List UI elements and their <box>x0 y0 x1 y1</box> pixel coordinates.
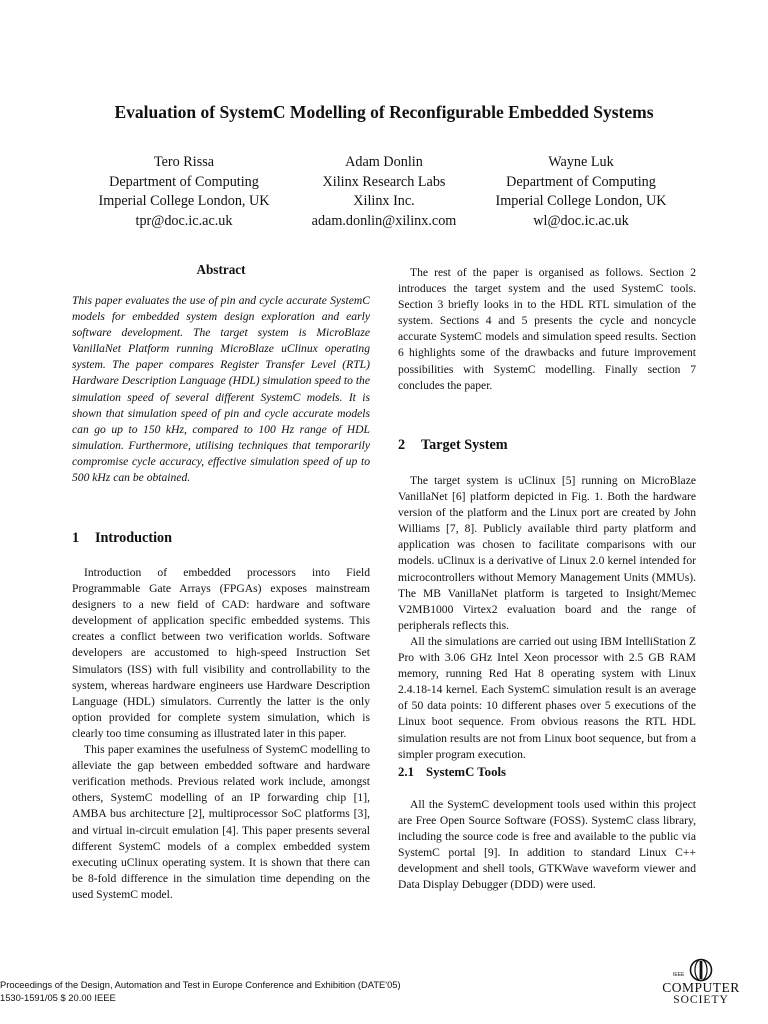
footer-issn-price: 1530-1591/05 $ 20.00 IEEE <box>0 992 116 1003</box>
intro-paragraph-1: Introduction of embedded processors into Field Programmable Gate Arrays (FPGAs) exposes mainstream designers to a new field of CAD: hardware and software development of application specific embedded systems. This creates a conflict between two verification worlds. Software developers are accustomed to high-speed Instruction Set Simulators (ISS) with full visibility and controllability to the system, whereas hardware engineers use Hardware Description Language (HDL) simulators. Currently the latter is the only option provided for complete system simulation, which is clearly too time consuming as illustrated later in this paper. <box>72 566 370 740</box>
abstract-text <box>72 293 370 486</box>
computer-society-logo <box>651 958 751 1008</box>
author-institution: Xilinx Inc. <box>353 193 415 209</box>
intro-continued-text <box>398 265 696 394</box>
section-title: SystemC Tools <box>426 765 506 779</box>
tools-paragraph-1: All the SystemC development tools used within this project are Free Open Source Software (FOSS). SystemC class library, including the source code is free and available to the public via SystemC portal [9]. In addition to standard Linux C++ development and shell tools, GTKWave waveform viewer and Data Display Debugger (DDD) were used. <box>398 798 696 892</box>
target-system-text <box>398 473 696 763</box>
section-number: 2 <box>398 437 406 453</box>
author-affiliation: Department of Computing <box>109 173 259 190</box>
section-heading-target-system <box>398 437 508 454</box>
target-paragraph-2: All the simulations are carried out using IBM IntelliStation Z Pro with 3.06 GHz Intel Xeon processor with 2.5 GB RAM memory, running Red Hat 8 operating system with Linux 2.4.18-14 kernel. Each SystemC simulation result is an average of 50 data points: 10 different phases over 5 executions of the Linux boot sequence. From obvious reasons the RTL HDL simulation results are not from Linux boot sequence, but from a simpler program execution. <box>398 634 696 761</box>
page-footer <box>0 978 560 1004</box>
systemc-tools-text <box>398 797 696 894</box>
intro-paragraph-3: The rest of the paper is organised as follows. Section 2 introduces the target system and the used SystemC tools. Section 3 briefly looks in to the HDL RTL simulation of the system. Sections 4 and 5 presents the cycle and noncycle accurate SystemC models and simulation speed results. Section 6 highlights some of the drawbacks and future improvement possibilities with SystemC modelling. Finally section 7 concludes the paper. <box>398 266 696 392</box>
subsection-heading-systemc-tools <box>398 765 506 780</box>
ieee-emblem-icon <box>689 958 713 982</box>
section-heading-introduction <box>72 530 172 547</box>
footer-proceedings: Proceedings of the Design, Automation and Test in Europe Conference and Exhibition (DATE'05) <box>0 979 401 990</box>
intro-column-text <box>72 565 370 903</box>
author-affiliation: Department of Computing <box>506 173 656 190</box>
author-email[interactable]: wl@doc.ic.ac.uk <box>533 212 629 229</box>
section-number: 1 <box>72 530 80 546</box>
author-name: Adam Donlin <box>345 154 423 170</box>
author-name: Tero Rissa <box>153 154 215 170</box>
target-paragraph-1: The target system is uClinux [5] running on MicroBlaze VanillaNet [6] platform depicted in Fig. 1. Both the hardware version of the platform and the Linux port are created by John Williams [7, 8]. Publicly available third party platform and application was chosen to facilitate comparisons with our models. uClinux is a derivative of Linux 2.0 kernel intended for microcontrollers without Memory Management Units (MMUs). The MB VanillaNet platform is targeted to Insight/Memec V2MB1000 Virtex2 evaluation board and the range of peripherals reflects this. <box>398 474 696 632</box>
author-institution: Imperial College London, UK <box>495 193 667 209</box>
section-title: Target System <box>421 437 508 453</box>
author-block-3 <box>461 153 701 231</box>
logo-ieee-label: IEEE <box>673 972 685 978</box>
section-title: Introduction <box>95 530 172 546</box>
logo-society-text: SOCIETY <box>673 994 729 1006</box>
logo-computer-text: COMPUTER <box>662 980 740 995</box>
paper-title: Evaluation of SystemC Modelling of Reconfigurable Embedded Systems <box>114 102 654 122</box>
abstract-paragraph: This paper evaluates the use of pin and cycle accurate SystemC models for embedded system design exploration and early software development. The target system is MicroBlaze VanillaNet Platform running MicroBlaze uClinux operating system. The paper compares Register Transfer Level (RTL) Hardware Description Language (HDL) simulation speed to the simulation speed of several different SystemC models. It is shown that simulation speed of pin and cycle accurate models can go up to 150 kHz, compared to 100 Hz range of HDL simulation. Furthermore, utilising techniques that temporarily compromise cycle accuracy, effective simulation speed of up to 500 kHz can be obtained. <box>72 294 370 485</box>
intro-paragraph-2: This paper examines the usefulness of SystemC modelling to alleviate the gap between embedded software and hardware verification methods. Previous related work include, amongst others, SystemC modelling of an IP forwarding chip [1], AMBA bus architecture [2], multiprocessor SoC platforms [3], and virtual in-circuit emulation [4]. This paper presents several different SystemC models of a complex embedded system executing uClinux operating system. It is shown that there can be 8-fold difference in the simulation time depending on the used SystemC model. <box>72 743 370 901</box>
author-affiliation: Xilinx Research Labs <box>322 173 446 190</box>
author-email[interactable]: tpr@doc.ic.ac.uk <box>135 212 233 229</box>
section-number: 2.1 <box>398 765 414 779</box>
author-name: Wayne Luk <box>548 154 614 170</box>
abstract-heading: Abstract <box>196 262 246 277</box>
author-institution: Imperial College London, UK <box>98 193 270 209</box>
author-email[interactable]: adam.donlin@xilinx.com <box>311 212 457 229</box>
